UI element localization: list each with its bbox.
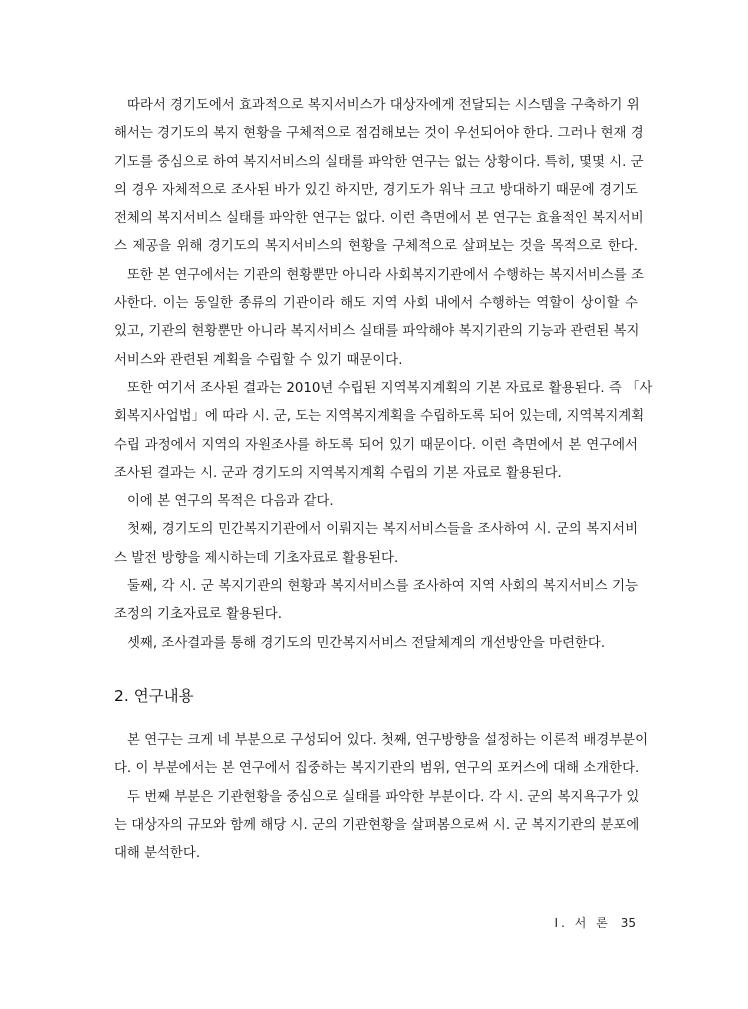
section-1-body bbox=[114, 92, 653, 658]
text-line: 전체의 복지서비스 실태를 파악한 연구는 없다. 이런 측면에서 본 연구는 효율적인 복지서비 bbox=[114, 211, 644, 227]
section-2-body bbox=[114, 727, 649, 868]
page-content bbox=[114, 92, 653, 868]
text-line: 서비스와 관련된 계획을 수립할 수 있기 때문이다. bbox=[114, 352, 403, 368]
text-line: 사한다. 이는 동일한 종류의 기관이라 해도 지역 사회 내에서 수행하는 역할이 상이할 수 bbox=[114, 296, 638, 312]
section-heading: 2. 연구내용 bbox=[114, 686, 194, 705]
text-line: 또한 본 연구에서는 기관의 현황뿐만 아니라 사회복지기관에서 수행하는 복지서비스를 조 bbox=[127, 267, 644, 283]
text-line: 다. 이 부분에서는 본 연구에서 집중하는 복지기관의 범위, 연구의 포커스에 대해 소개한다. bbox=[114, 761, 640, 777]
text-line: 스 제공을 위해 경기도의 복지서비스의 현황을 구체적으로 살펴보는 것을 목적으로 한다. bbox=[114, 239, 638, 255]
text-line: 대해 분석한다. bbox=[114, 846, 201, 862]
page-number: 35 bbox=[620, 916, 636, 930]
text-line: 기도를 중심으로 하여 복지서비스의 실태를 파악한 연구는 없는 상황이다. 특히, 몇몇 시. 군 bbox=[114, 154, 644, 170]
text-line: 둘째, 각 시. 군 복지기관의 현황과 복지서비스를 조사하여 지역 사회의 복지서비스 기능 bbox=[127, 579, 638, 595]
text-line: 회복지사업법」에 따라 시. 군, 도는 지역복지계획을 수립하도록 되어 있는데, 지역복지계획 bbox=[114, 409, 645, 425]
footer-section-title: Ⅰ. 서 론 bbox=[554, 916, 611, 930]
text-line: 본 연구는 크게 네 부분으로 구성되어 있다. 첫째, 연구방향을 설정하는 이론적 배경부분이 bbox=[127, 732, 649, 748]
text-line: 따라서 경기도에서 효과적으로 복지서비스가 대상자에게 전달되는 시스템을 구축하기 위 bbox=[127, 98, 640, 113]
text-line: 스 발전 방향을 제시하는데 기초자료로 활용된다. bbox=[114, 550, 399, 566]
text-line: 두 번째 부분은 기관현황을 중심으로 실태를 파악한 부분이다. 각 시. 군의 복지욕구가 있 bbox=[127, 789, 640, 805]
text-line: 는 대상자의 규모와 함께 해당 시. 군의 기관현황을 살펴봄으로써 시. 군 복지기관의 분포에 bbox=[114, 817, 640, 833]
text-line: 셋째, 조사결과를 통해 경기도의 민간복지서비스 전달체계의 개선방안을 마련한다. bbox=[127, 635, 606, 651]
text-line: 또한 여기서 조사된 결과는 2010년 수립된 지역복지계획의 기본 자료로 활용된다. 즉 「사 bbox=[127, 380, 653, 396]
page-footer bbox=[555, 914, 636, 931]
text-line: 조사된 결과는 시. 군과 경기도의 지역복지계획 수립의 기본 자료로 활용된다. bbox=[114, 465, 562, 481]
text-line: 조정의 기초자료로 활용된다. bbox=[114, 607, 282, 623]
text-line: 의 경우 자체적으로 조사된 바가 있긴 하지만, 경기도가 워낙 크고 방대하기 때문에 경기도 bbox=[114, 182, 638, 198]
text-line: 있고, 기관의 현황뿐만 아니라 복지서비스 실태를 파악해야 복지기관의 기능과 관련된 복지 bbox=[114, 324, 640, 340]
text-line: 첫째, 경기도의 민간복지기관에서 이뤄지는 복지서비스들을 조사하여 시. 군의 복지서비 bbox=[127, 522, 638, 538]
text-line: 해서는 경기도의 복지 현황을 구체적으로 점검해보는 것이 우선되어야 한다. 그러나 현재 경 bbox=[114, 126, 644, 142]
text-line: 이에 본 연구의 목적은 다음과 같다. bbox=[127, 494, 334, 510]
text-line: 수립 과정에서 지역의 자원조사를 하도록 되어 있기 때문이다. 이런 측면에서 본 연구에서 bbox=[114, 437, 638, 453]
